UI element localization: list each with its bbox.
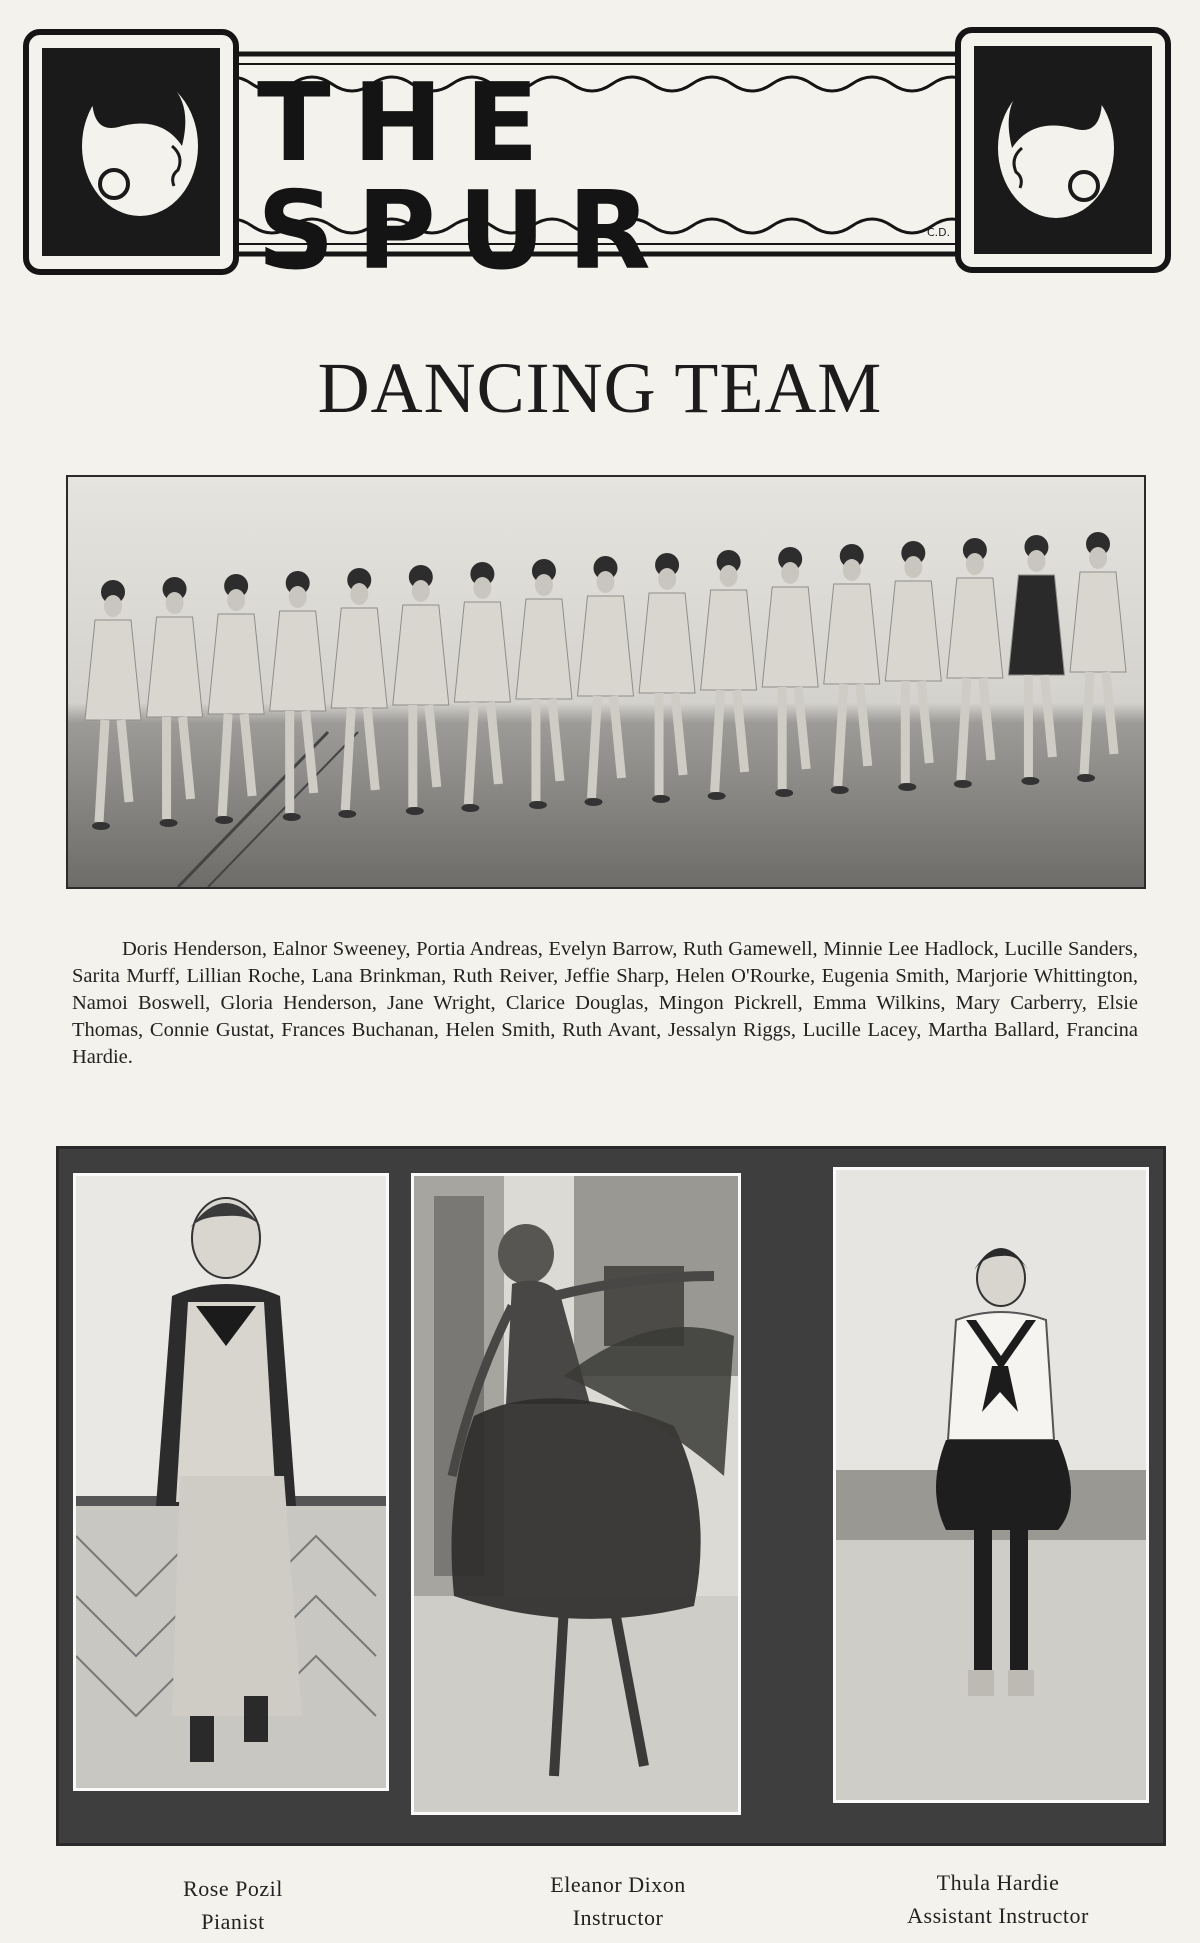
instructor-photo (414, 1176, 738, 1812)
artist-signature: C.D. (927, 226, 951, 239)
masthead-banner (22, 26, 1172, 294)
portrait-role: Assistant Instructor (907, 1903, 1089, 1928)
pianist-photo (76, 1176, 386, 1788)
portrait-role: Pianist (201, 1909, 265, 1934)
team-photo-image (68, 477, 1144, 887)
portrait-caption-1 (103, 1872, 363, 1938)
portrait-caption-3 (868, 1866, 1128, 1932)
portrait-role: Instructor (572, 1905, 664, 1930)
portrait-rose-pozil (73, 1173, 389, 1791)
assistant-instructor-photo (836, 1170, 1146, 1800)
dancer-names-caption: Doris Henderson, Ealnor Sweeney, Portia Andreas, Evelyn Barrow, Ruth Gamewell, Minnie Lee Hadlock, Lucille Sanders, Sarita Murff, Lillian Roche, Lana Brinkman, Ruth Reiver, Jeffie Sharp, Helen O'Rourke, Eugenia Smith, Marjorie Whittington, Namoi Boswell, Gloria Henderson, Jane Wright, Clarice Douglas, Mingon Pickrell, Emma Wilkins, Mary Carberry, Elsie Thomas, Connie Gustat, Frances Buchanan, Helen Smith, Ruth Avant, Jessalyn Riggs, Lucille Lacey, Martha Ballard, Francina Hardie. (72, 937, 1138, 1068)
portrait-thula-hardie (833, 1167, 1149, 1803)
staff-photo-panel (56, 1146, 1166, 1846)
masthead-title: THE SPUR (257, 61, 673, 294)
team-photo (66, 475, 1146, 889)
portrait-name: Rose Pozil (183, 1876, 283, 1901)
portrait-name: Eleanor Dixon (550, 1872, 686, 1897)
portrait-name: Thula Hardie (936, 1870, 1060, 1895)
portrait-caption-2 (488, 1868, 748, 1934)
section-title: DANCING TEAM (317, 348, 883, 428)
portrait-eleanor-dixon (411, 1173, 741, 1815)
